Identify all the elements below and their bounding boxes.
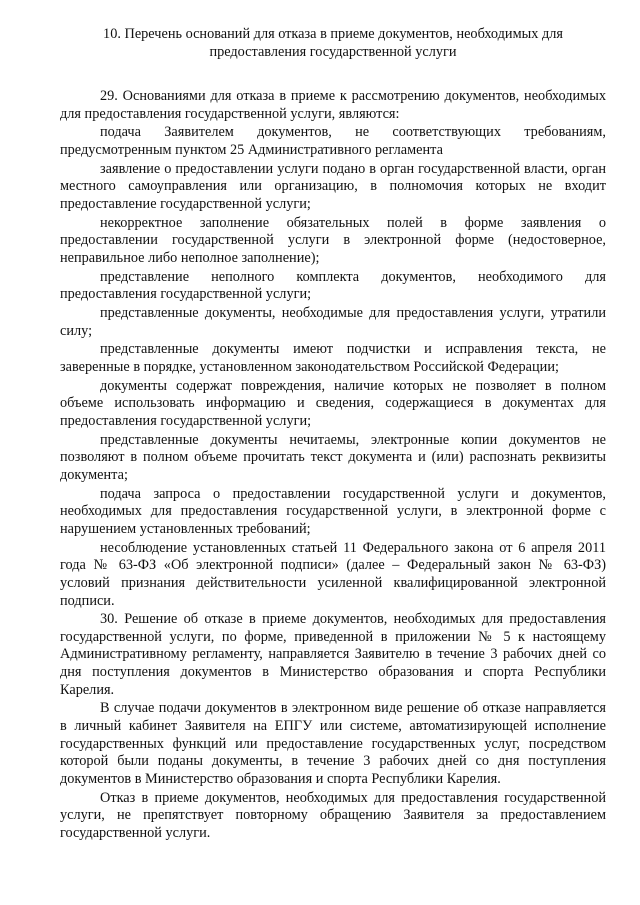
paragraph-ground-damaged: документы содержат повреждения, наличие которых не позволяет в полном объеме использовать информацию и сведения, содержащиеся в документах для предоставления государственной услуги; bbox=[60, 377, 606, 429]
paragraph-ground-wrong-authority: заявление о предоставлении услуги подано в орган государственной власти, орган местного самоуправления или организацию, в полномочия которых не входит предоставление государственной услуги; bbox=[60, 160, 606, 212]
paragraph-ground-unreadable: представленные документы нечитаемы, электронные копии документов не позволяют в полном объеме прочитать текст документа и (или) распознать реквизиты документа; bbox=[60, 431, 606, 483]
paragraph-ground-incorrect-fields: некорректное заполнение обязательных полей в форме заявления о предоставлении государственной услуги в электронной форме (недостоверное, неправильное либо неполное заполнение); bbox=[60, 214, 606, 266]
section-heading-line-1: 10. Перечень оснований для отказа в приеме документов, необходимых для bbox=[103, 26, 563, 42]
paragraph-repeat-application: Отказ в приеме документов, необходимых для предоставления государственной услуги, не препятствует повторному обращению Заявителя за предоставлением государственной услуги. bbox=[60, 789, 606, 841]
paragraph-ground-requirements: подача Заявителем документов, не соответствующих требованиям, предусмотренным пунктом 25 Административного регламента bbox=[60, 124, 606, 158]
section-heading bbox=[60, 25, 606, 61]
paragraph-ground-corrections: представленные документы имеют подчистки и исправления текста, не заверенные в порядке, установленном законодательством Российской Федерации; bbox=[60, 341, 606, 376]
paragraph-ground-signature: несоблюдение установленных статьей 11 Федерального закона от 6 апреля 2011 года № 63-ФЗ «Об электронной подписи» (далее – Федеральный закон № 63-ФЗ) условий признания действительности усиленной квалифицированной электронной подписи. bbox=[60, 539, 606, 609]
paragraph-ground-incomplete-set: представление неполного комплекта документов, необходимого для предоставления государственной услуги; bbox=[60, 268, 606, 303]
paragraph-30-decision: 30. Решение об отказе в приеме документов, необходимых для предоставления государственной услуги, по форме, приведенной в приложении № 5 к настоящему Административному регламенту, направляется Заявителю в течение 3 рабочих дней со дня поступления документов в Министерство образования и спорта Республики Карелия. bbox=[60, 611, 606, 698]
section-heading-line-2: предоставления государственной услуги bbox=[209, 44, 457, 60]
paragraph-ground-expired: представленные документы, необходимые для предоставления услуги, утратили силу; bbox=[60, 305, 606, 339]
paragraph-29-intro: 29. Основаниями для отказа в приеме к рассмотрению документов, необходимых для предоставления государственной услуги, являются: bbox=[60, 88, 606, 122]
document-body bbox=[60, 88, 606, 842]
paragraph-electronic-submission: В случае подачи документов в электронном виде решение об отказе направляется в личный кабинет Заявителя на ЕПГУ или системе, автоматизирующей исполнение государственных функций или предоставление государственных услуг, посредством которой были поданы документы, в течение 3 рабочих дней со дня поступления документов в Министерство образования и спорта Республики Карелия. bbox=[60, 700, 606, 787]
paragraph-ground-electronic-violation: подача запроса о предоставлении государственной услуги и документов, необходимых для предоставления государственной услуги, в электронной форме с нарушением установленных требований; bbox=[60, 485, 606, 537]
